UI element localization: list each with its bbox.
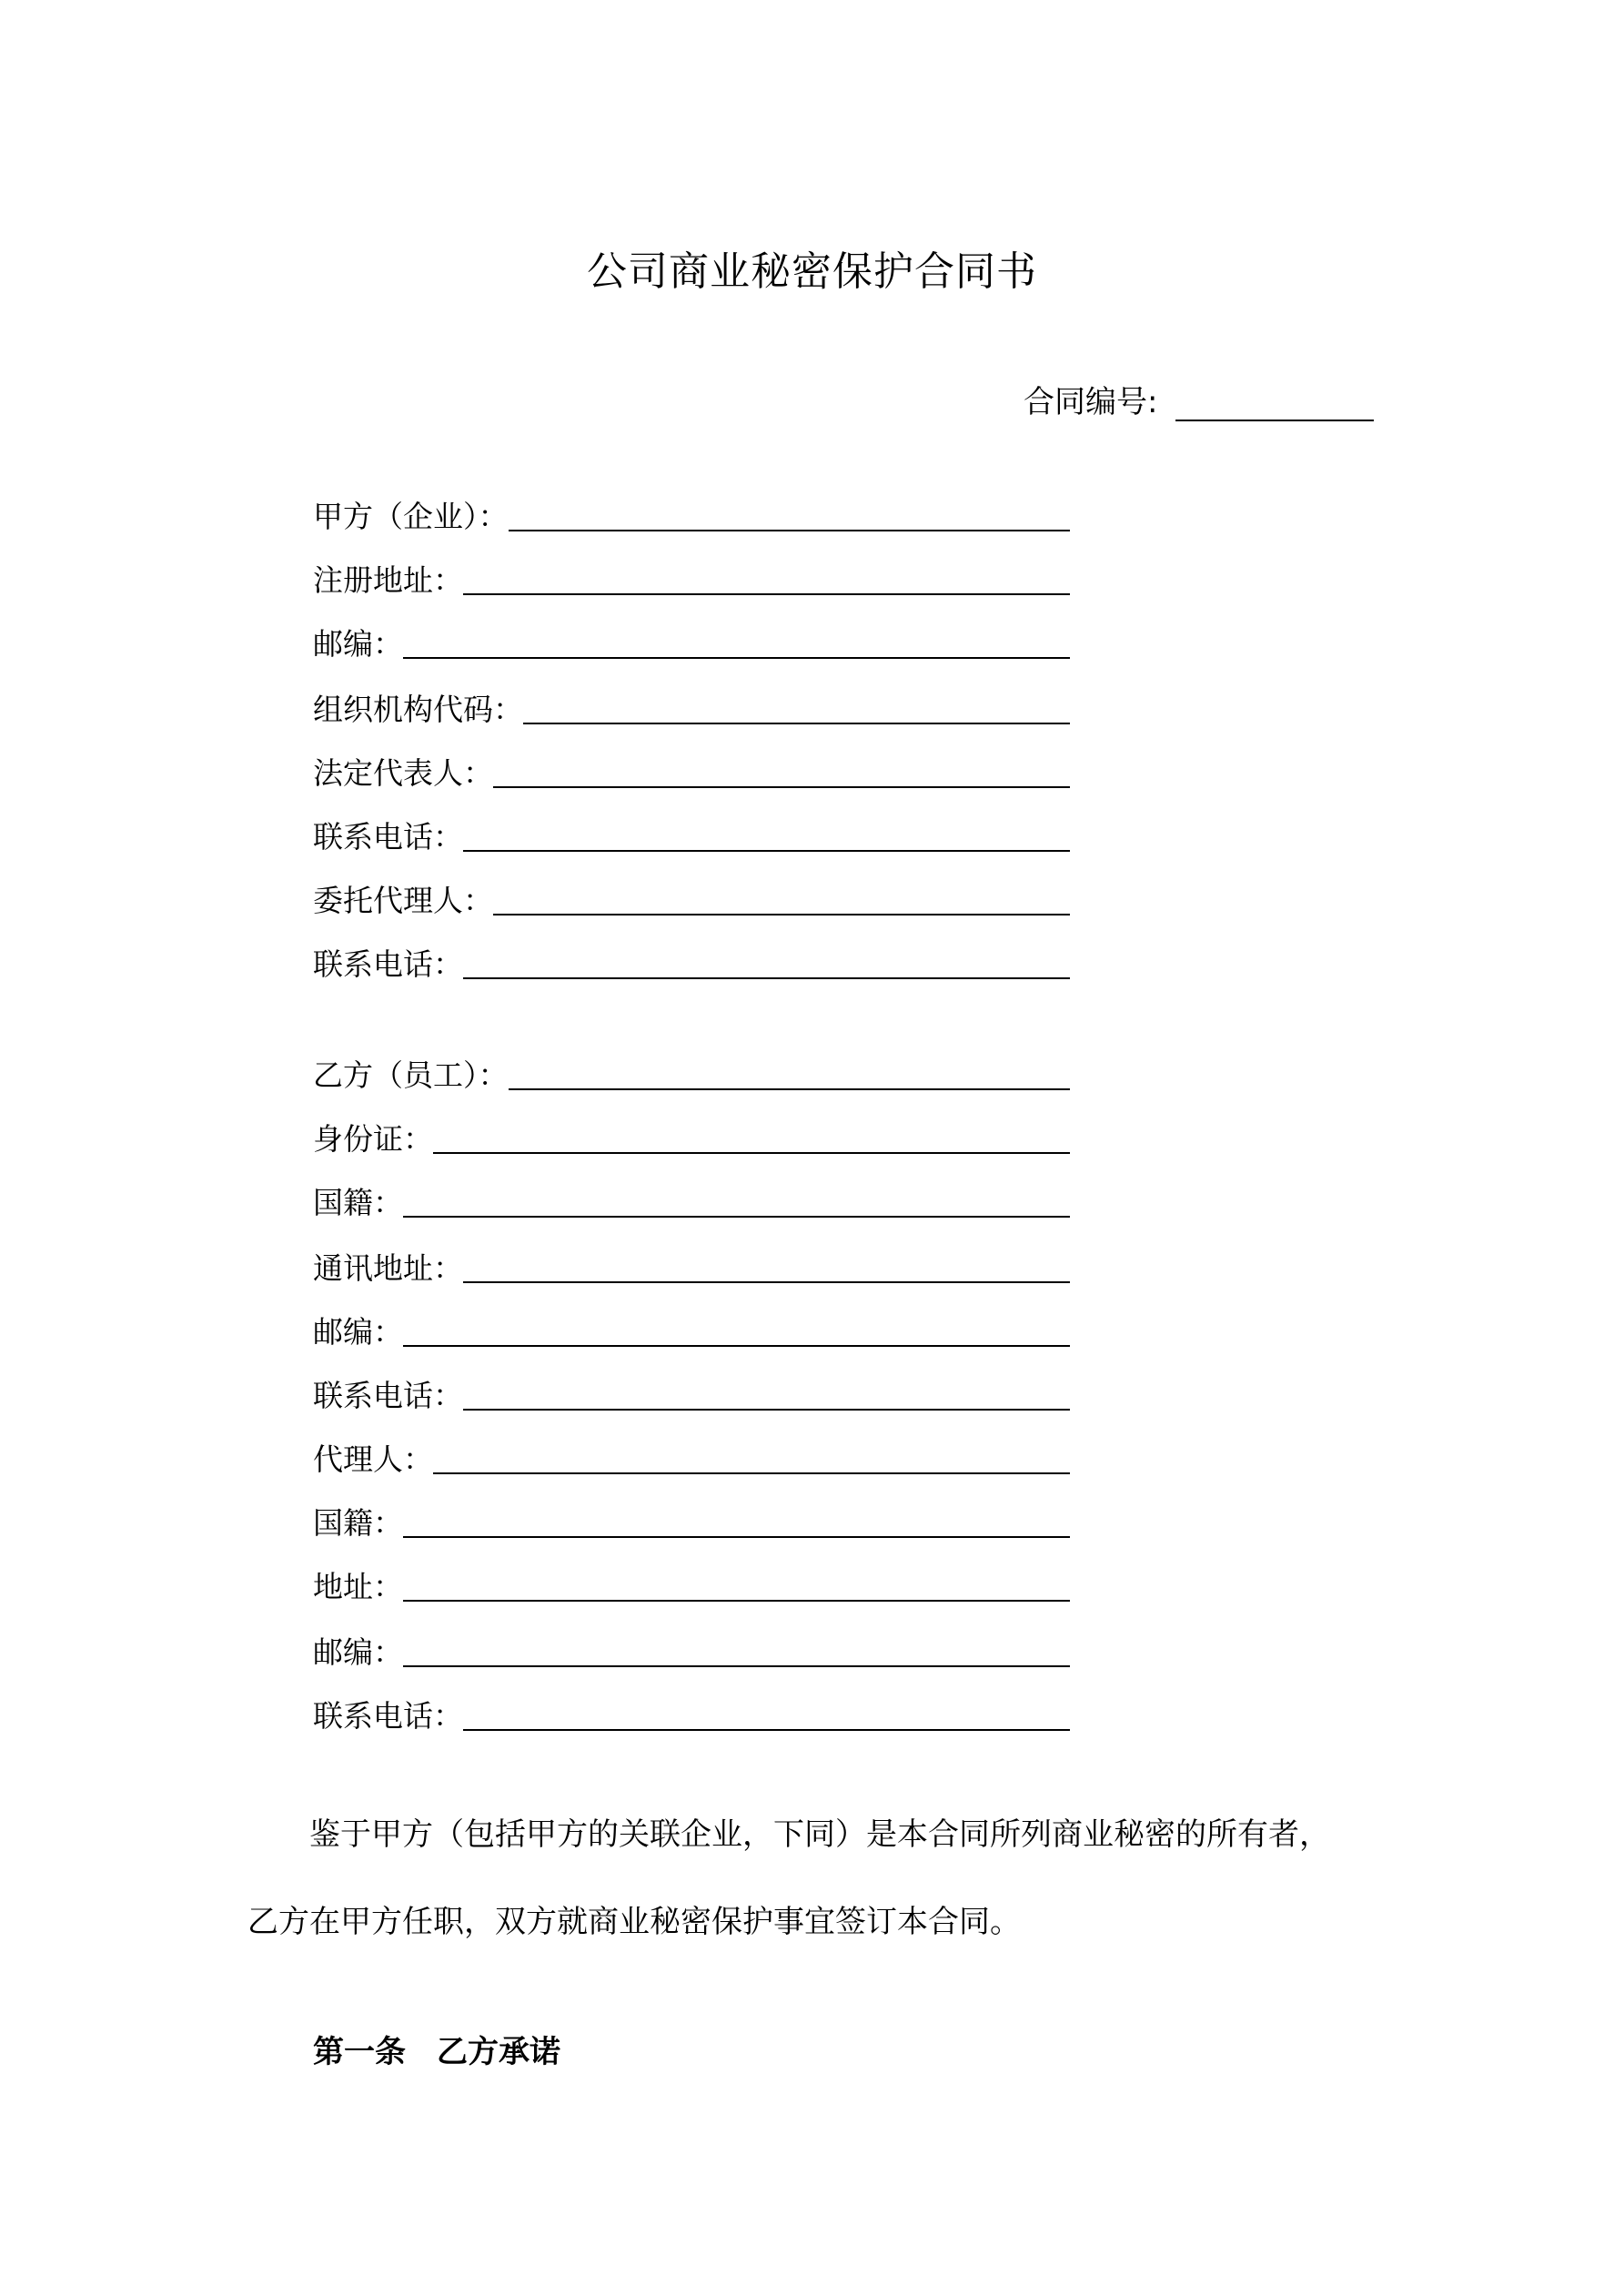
fill-in-line[interactable] <box>463 1689 1070 1731</box>
field-label: 国籍： <box>313 1505 403 1541</box>
fill-in-line[interactable] <box>509 490 1071 531</box>
field-label: 邮编： <box>313 1634 403 1670</box>
fill-in-line[interactable] <box>403 617 1070 659</box>
party-a-address-field <box>313 553 1070 599</box>
party-a-name-field <box>313 490 1070 535</box>
field-label: 身份证： <box>313 1121 433 1157</box>
fill-in-line[interactable] <box>403 1560 1070 1602</box>
field-label: 乙方（员工）： <box>313 1057 509 1093</box>
field-label: 通讯地址： <box>313 1250 463 1286</box>
field-label: 委托代理人： <box>313 883 493 918</box>
party-b-nationality-field <box>313 1176 1070 1221</box>
fill-in-line[interactable] <box>509 1048 1071 1090</box>
fill-in-line[interactable] <box>523 683 1070 724</box>
field-label: 地址： <box>313 1569 403 1604</box>
contract-number-blank[interactable] <box>1175 387 1374 421</box>
field-label: 国籍： <box>313 1185 403 1220</box>
party-a-org-code-field <box>313 683 1070 728</box>
fill-in-line[interactable] <box>493 874 1070 915</box>
fill-in-line[interactable] <box>433 1432 1070 1474</box>
fill-in-line[interactable] <box>403 1496 1070 1538</box>
party-a-legal-rep-field <box>313 746 1070 792</box>
fill-in-line[interactable] <box>403 1305 1070 1347</box>
field-label: 法定代表人： <box>313 755 493 791</box>
party-b-phone-field <box>313 1369 1070 1414</box>
fill-in-line[interactable] <box>463 1241 1070 1283</box>
preamble-line-2: 乙方在甲方任职，双方就商业秘密保护事宜签订本合同。 <box>247 1904 1021 1940</box>
party-a-agent-phone-field <box>313 937 1070 983</box>
party-b-agent-postcode-field <box>313 1625 1070 1671</box>
field-label: 联系电话： <box>313 1698 463 1734</box>
fill-in-line[interactable] <box>493 746 1070 788</box>
document-title: 公司商业秘密保护合同书 <box>587 248 1037 295</box>
fill-in-line[interactable] <box>403 1625 1070 1667</box>
field-label: 邮编： <box>313 626 403 662</box>
party-b-postcode-field <box>313 1305 1070 1350</box>
field-label: 联系电话： <box>313 1378 463 1413</box>
field-label: 组织机构代码： <box>313 692 523 727</box>
contract-number-label: 合同编号: <box>1024 384 1158 420</box>
party-b-name-field <box>313 1048 1070 1094</box>
party-a-phone-field <box>313 810 1070 855</box>
fill-in-line[interactable] <box>463 1369 1070 1411</box>
fill-in-line[interactable] <box>463 553 1070 595</box>
party-a-agent-field <box>313 874 1070 919</box>
field-label: 邮编： <box>313 1314 403 1350</box>
fill-in-line[interactable] <box>403 1176 1070 1218</box>
party-b-agent-address-field <box>313 1560 1070 1605</box>
fill-in-line[interactable] <box>463 937 1070 979</box>
party-a-postcode-field <box>313 617 1070 663</box>
party-b-agent-nationality-field <box>313 1496 1070 1542</box>
party-b-mail-address-field <box>313 1241 1070 1287</box>
fill-in-line[interactable] <box>433 1112 1070 1154</box>
fill-in-line[interactable] <box>463 810 1070 852</box>
party-b-agent-phone-field <box>313 1689 1070 1735</box>
field-label: 代理人： <box>313 1441 433 1477</box>
field-label: 联系电话： <box>313 946 463 982</box>
contract-number <box>1024 377 1374 421</box>
article-1-heading: 第一条 乙方承诺 <box>313 2034 560 2070</box>
field-label: 联系电话： <box>313 819 463 855</box>
party-b-agent-field <box>313 1432 1070 1478</box>
field-label: 甲方（企业）： <box>313 499 509 534</box>
field-label: 注册地址： <box>313 562 463 598</box>
party-b-id-field <box>313 1112 1070 1158</box>
preamble-line-1: 鉴于甲方（包括甲方的关联企业，下同）是本合同所列商业秘密的所有者， <box>247 1816 1330 1853</box>
